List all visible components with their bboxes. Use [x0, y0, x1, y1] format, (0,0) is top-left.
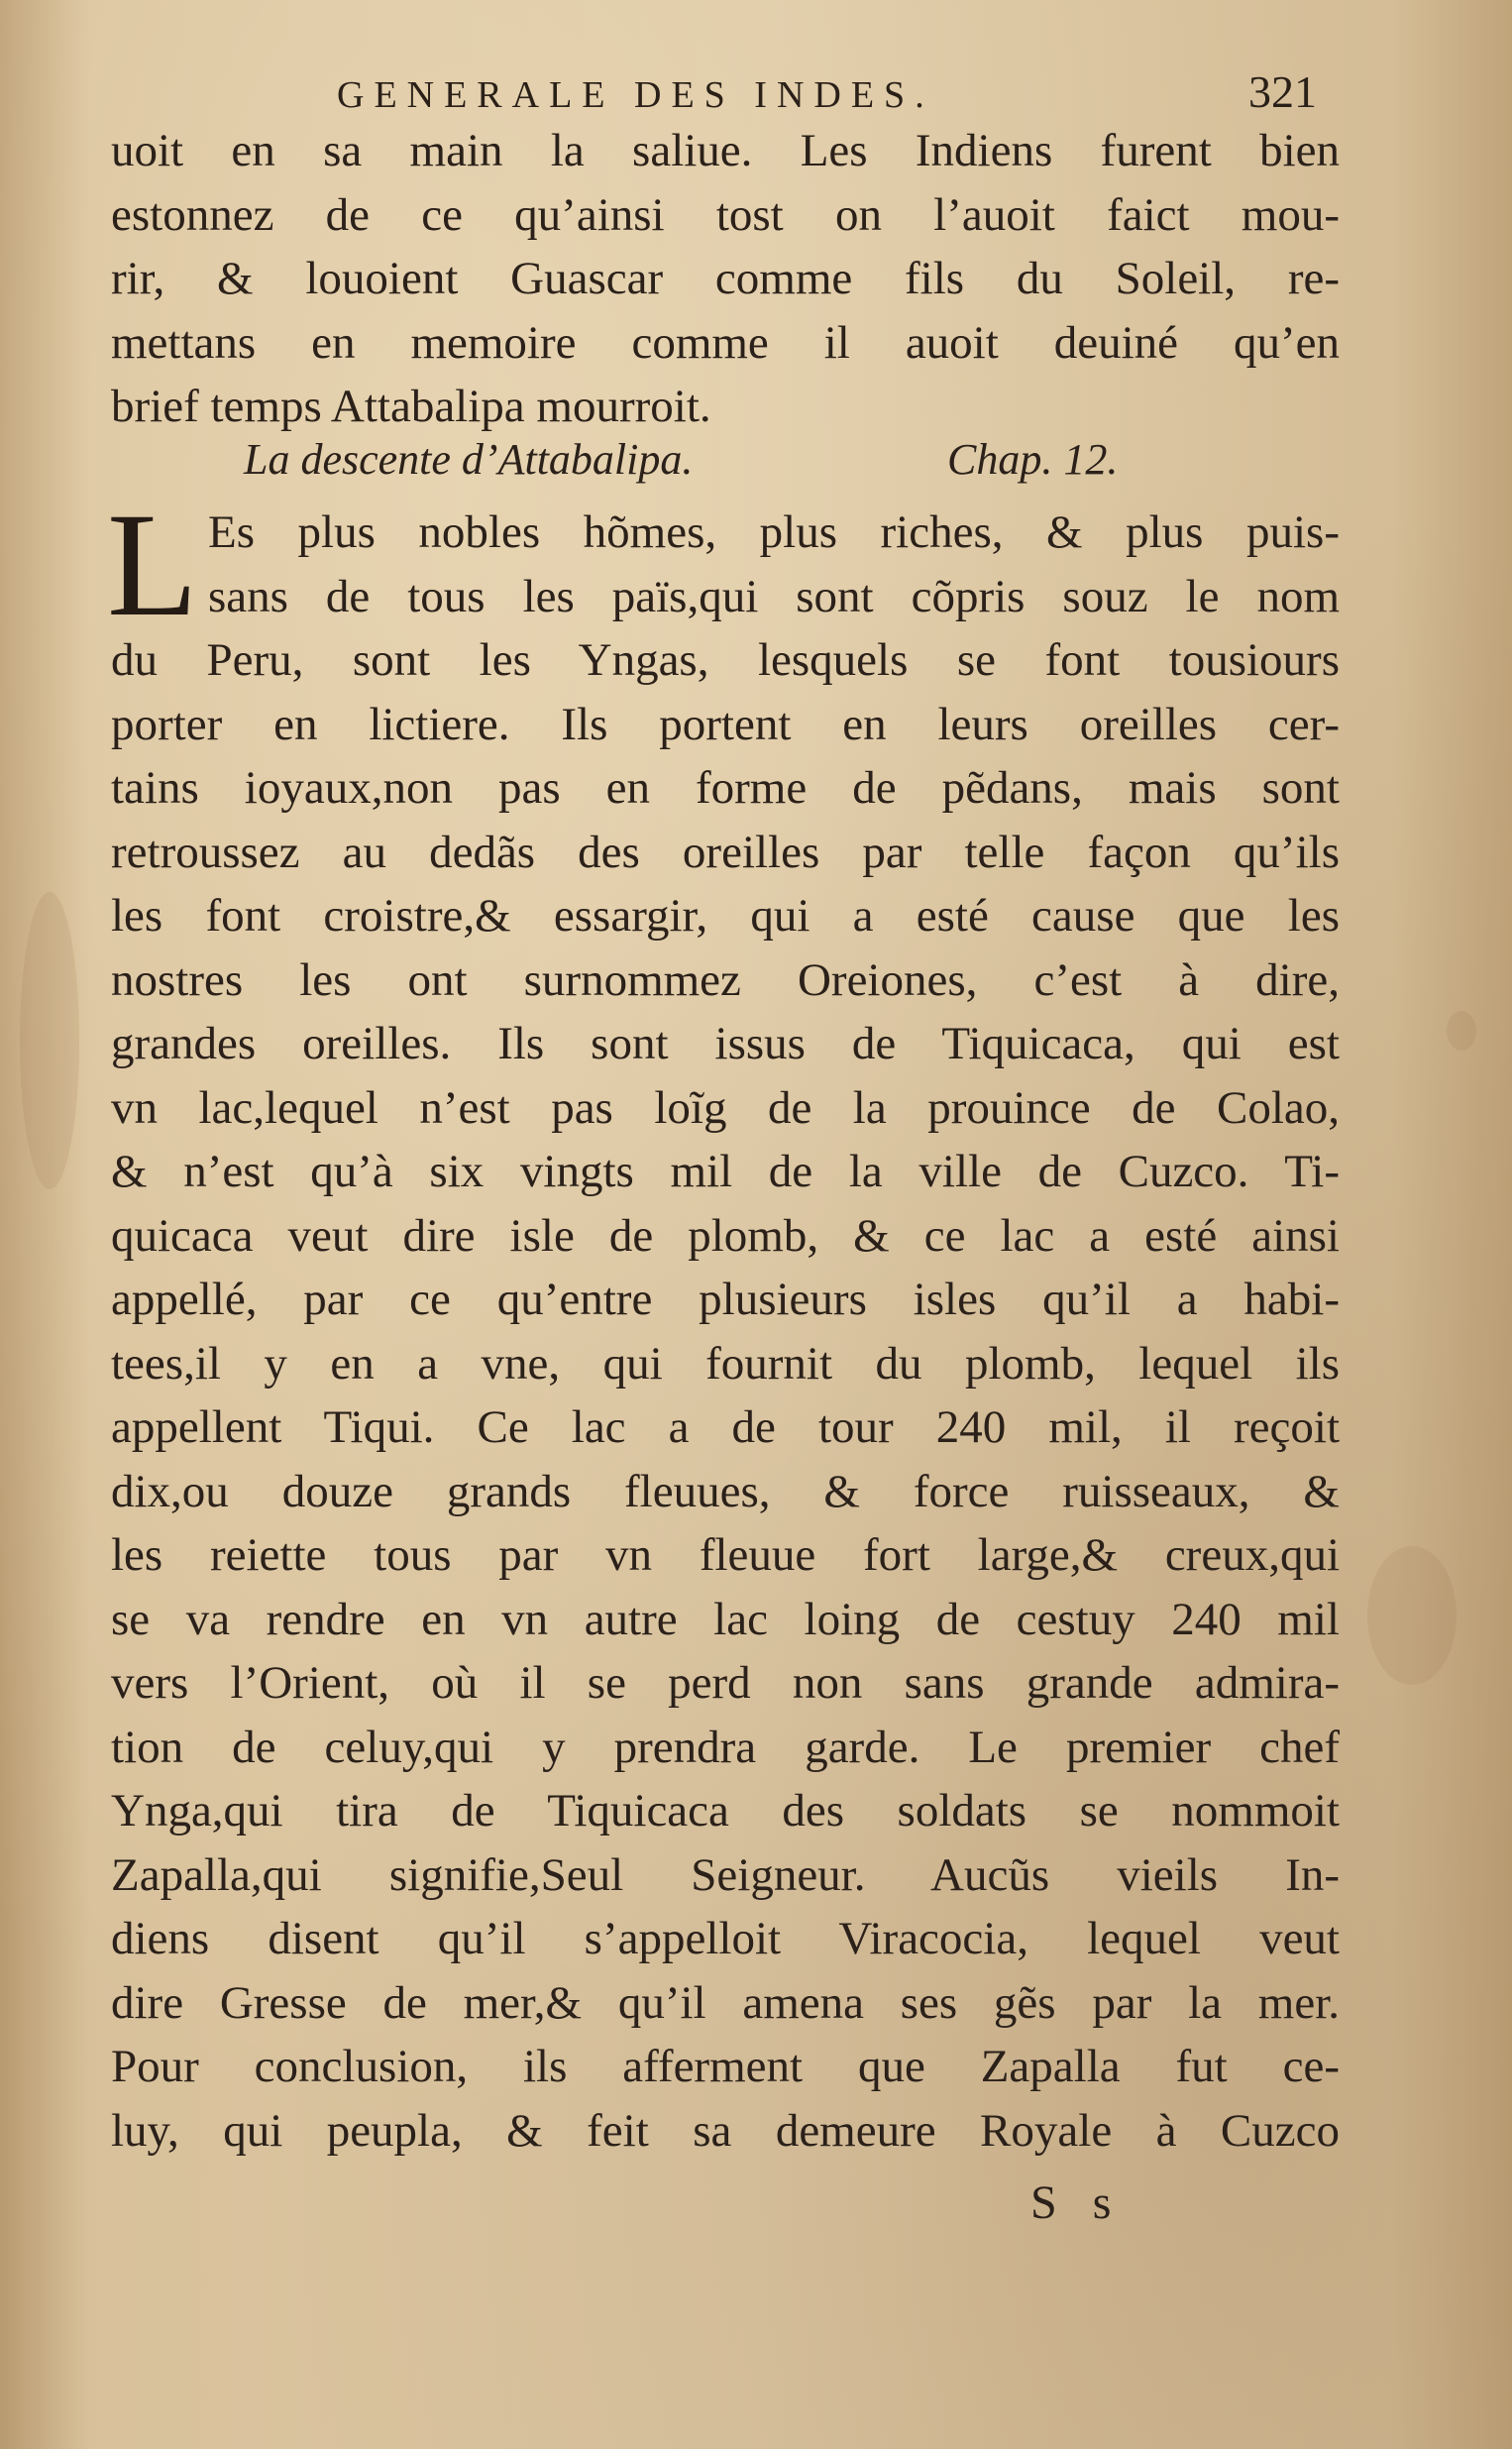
text-line: rir, & louoient Guascar comme fils du Soleil, re- [111, 253, 1340, 304]
opening-paragraph [111, 119, 1340, 439]
text-line: sans de tous les païs,qui sont cõpris souz le nom [208, 570, 1340, 622]
text-line: appellé, par ce qu’entre plusieurs isles qu’il a habi- [111, 1274, 1340, 1325]
text-line: dire Gresse de mer,& qu’il amena ses gẽs par la mer. [111, 1976, 1340, 2029]
text-line: appellent Tiqui. Ce lac a de tour 240 mil, il reçoit [111, 1401, 1340, 1453]
drop-cap-initial: L [107, 483, 198, 647]
text-line: retroussez au dedãs des oreilles par telle façon qu’ils [111, 826, 1340, 878]
running-title: GENERALE DES INDES. [337, 74, 934, 116]
text-line: brief temps Attabalipa mourroit. [111, 381, 711, 432]
text-line: tion de celuy,qui y prendra garde. Le premier chef [111, 1721, 1340, 1773]
text-line: Es plus nobles hõmes, plus riches, & plus puis- [208, 506, 1340, 558]
text-line: diens disent qu’il s’appelloit Viracocia, lequel veut [111, 1913, 1340, 1964]
text-line: les font croistre,& essargir, qui a esté cause que les [111, 890, 1340, 942]
text-line: Ynga,qui tira de Tiquicaca des soldats se nommoit [111, 1785, 1340, 1837]
text-line: grandes oreilles. Ils sont issus de Tiquicaca, qui est [111, 1018, 1340, 1069]
paper-stain [20, 892, 79, 1189]
text-line: nostres les ont surnommez Oreiones, c’est à dire, [111, 953, 1340, 1006]
text-line: dix,ou douze grands fleuues, & force ruisseaux, & [111, 1465, 1340, 1517]
text-line: Pour conclusion, ils afferment que Zapalla fut ce- [111, 2041, 1340, 2092]
text-line: & n’est qu’à six vingts mil de la ville de Cuzco. Ti- [111, 1146, 1340, 1197]
text-line: tees,il y en a vne, qui fournit du plomb, lequel ils [111, 1337, 1340, 1390]
page-number: 321 [1248, 66, 1317, 117]
text-line: tains ioyaux,non pas en forme de pẽdans, mais sont [111, 762, 1340, 814]
signature-mark: S s [1030, 2176, 1124, 2229]
text-line: Zapalla,qui signifie,Seul Seigneur. Aucũs vieils In- [111, 1848, 1340, 1901]
chapter-body [111, 501, 1340, 2163]
paper-stain [1447, 1011, 1476, 1051]
text-line: vers l’Orient, où il se perd non sans grande admira- [111, 1657, 1340, 1709]
text-line: se va rendre en vn autre lac loing de cestuy 240 mil [111, 1593, 1340, 1645]
text-line: vn lac,lequel n’est pas loĩg de la prouince de Colao, [111, 1081, 1340, 1134]
text-line: quicaca veut dire isle de plomb, & ce lac a esté ainsi [111, 1209, 1340, 1262]
chapter-number: Chap. 12. [947, 435, 1119, 484]
text-line: estonnez de ce qu’ainsi tost on l’auoit faict mou- [111, 188, 1340, 241]
text-line: du Peru, sont les Yngas, lesquels se font tousiours [111, 634, 1340, 686]
text-line: les reiette tous par vn fleuue fort large,& creux,qui [111, 1529, 1340, 1581]
text-line: uoit en sa main la saliue. Les Indiens furent bien [111, 125, 1340, 176]
paper-stain [1367, 1546, 1457, 1685]
text-line: mettans en memoire comme il auoit deuiné qu’en [111, 316, 1340, 369]
text-line: luy, qui peupla, & feit sa demeure Royale à Cuzco [111, 2104, 1340, 2157]
running-header [337, 67, 1348, 127]
text-line: porter en lictiere. Ils portent en leurs oreilles cer- [111, 698, 1340, 750]
chapter-heading [135, 434, 1205, 498]
chapter-title: La descente d’Attabalipa. [244, 435, 694, 484]
